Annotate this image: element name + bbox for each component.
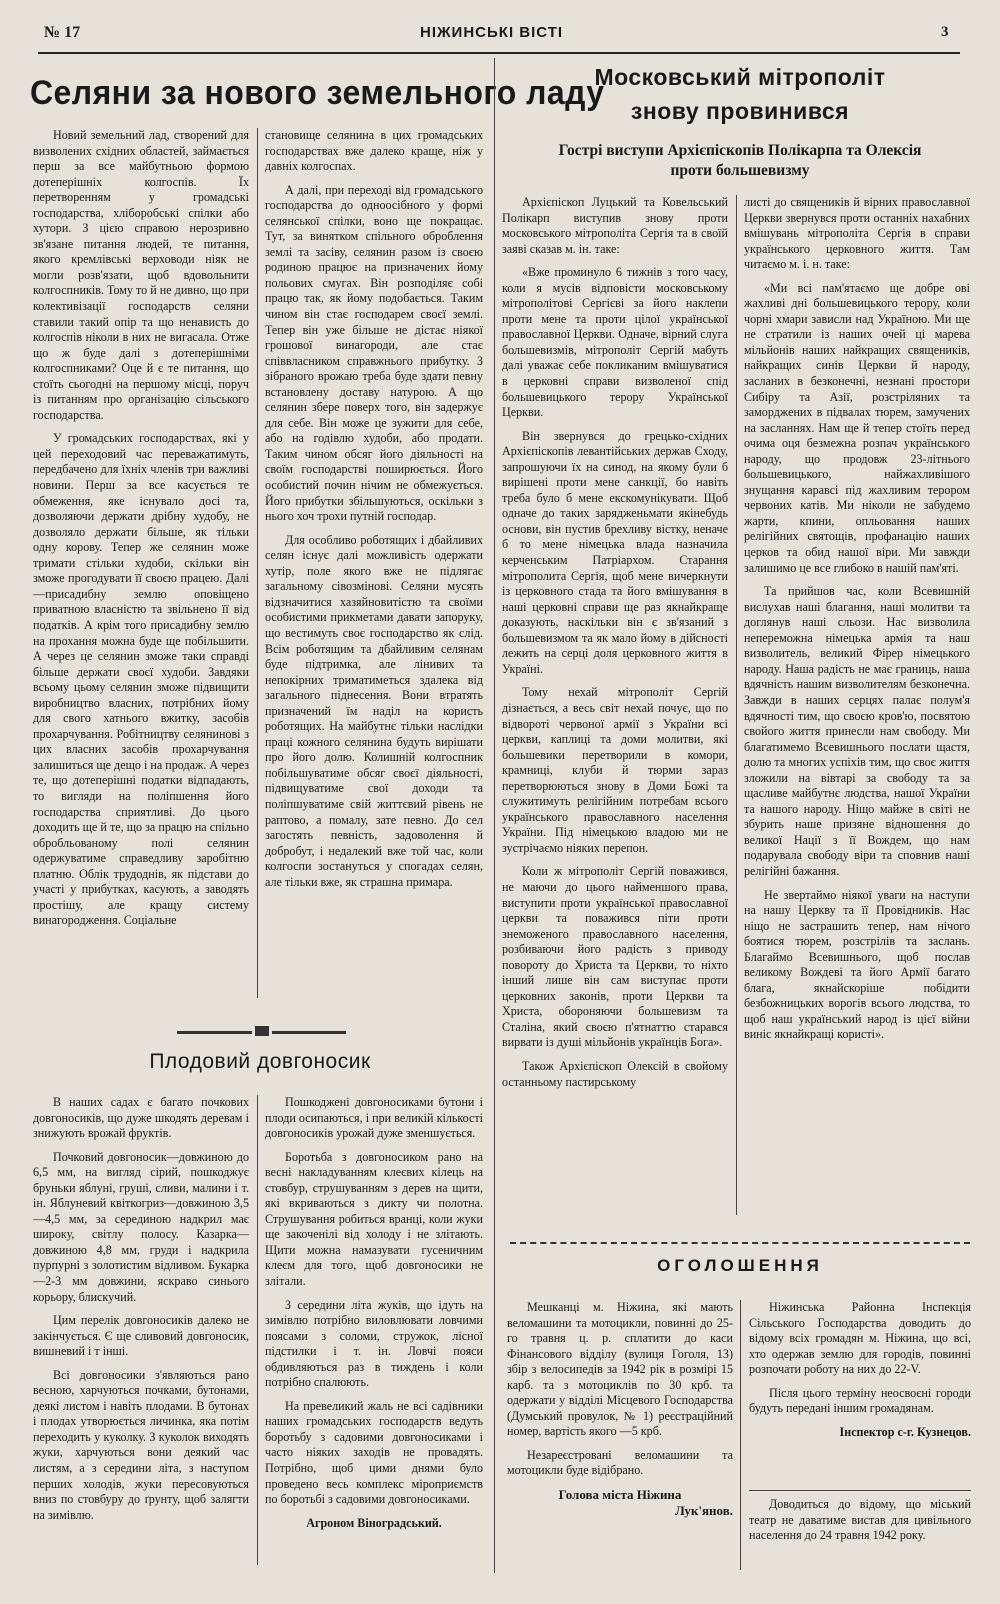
paragraph: Та прийшов час, коли Всевишній вислухав наші благання, наші молитви та доглянув наші сльози. Нас визволила непереможна німецька армія та наш визволитель, великий Фірер німецького народу. Наша радість не має границь, наша вдячність нашим визволителям безконечна. Завжди в наших серцях палає полум'я вдячності тим, що своєю кров'ю, посвятою свойого життя принесли нам свободу. Ми благатимемо Всевишнього послати щастя, долю та многих успіхів тим, що своє життя зложили на вівтарі за свободу та за щасливе майбутнє людства, нашої України та нашого народу. Ніщо майже в світі не збурить наше призяне відношення до великої Нації з її Вождем, що нам подарувала свободу віри та сповнив наші релігійні бажання. [744, 584, 970, 878]
paragraph: Ніжинська Районна Інспекція Сільського Господарства доводить до відому всіх громадян м. Ніжина, що всі, хто одержав землю для городів, повинні розпочати роботу на них до 22-V. [749, 1300, 971, 1377]
paragraph: Тому нехай мітрополіт Сергій дізнається, а весь світ нехай почує, що по відвороті червоної армії з України всі церкви, каплиці та доми молитви, які большевики перетворили в комори, крамниці, клуби й тюрми зараз перетворюються знову в Доми Божі та служитимуть релігійним потребам всього українського православного населення України. Під німецькою владою ми не зустрічаємо ніяких перепон. [502, 685, 728, 855]
section-rule [177, 1031, 252, 1034]
paragraph: Для особливо роботящих і дбайливих селян існує далі можливість одержати хутір, поле якого вже не підлягає загальному сівозмінові. Селяни мусять відзначитися хазяйновитістю та своїми особистими прикметами давати запоруку, що вестимуть своє господарство як слід. Всім роботящим та дбайливим селянам буде підтримка, але лінивих та непокірних триматиметься здалека від загального піднесення. Вони втратять призначений їм наділ на користь роботящих. На майбутнє тільки наслідки праці кожного селянина будуть вирішати про його долю. Колишній колгоспник побільшуватиме обсяг своєї діяльності, підвищуватиме свої доходи та поліпшуватиме свій життєвий рівень не раптово, а помалу, зате певно. До сел загостять певність, задоволення й добробут, і недалекий вже той час, коли колгоспи зостануться у спогадах селян, але тільки вже, як страшна примара. [265, 532, 483, 889]
paragraph: Коли ж мітрополіт Сергій поважився, не маючи до цього найменшого права, виступити проти української православної церкви та поважився піти проти знеможеного православного населення, розбиваючи його радість з приводу повороту до Христа та Церкви, то ніхто інший лише він сам виступає проти церковних законів, проти Церкви та Христа, обороняючи большевизм та Сталіна, який своєю п'ятнаттю старався вирвати із душі мільйонів українців Бога». [502, 864, 728, 1050]
article1-title: Селяни за нового земельного ладу [30, 74, 605, 112]
paragraph: Боротьба з довгоносиком рано на весні накладуванням клеєвих кілець на стовбур, струшуванням з дерев на щити, які вкриваються з дикту чи полотна. Струшування робиться вранці, коли жуки ще закоченілі від холоду і не злітають. Щити можна намазувати гусеничним клеєм для того, щоб довгоносики не злітали. [265, 1149, 483, 1289]
paragraph: А далі, при переході від громадського господарства до одноосібного у формі селянської спілки, воно ще покращає. Тут, за винятком спільного оброблення землі та засіву, селянин разом із своєю родиною працює на призначених йому польових смугах. Він розподіляє собі працю так, як йому подобається. Таким чином він стає господарем своєї землі. Тепер він уже більше не дістає ніякої грошової винагороди, але стає співвласником справжнього прибутку. З зібраного врожаю треба буде здати певну встановлену доставу натурою. А що селянин збере поверх того, він задержує для себе. Він може це зужити для себе, або на годівлю худоби, або продати. Таким чином обсяг його діяльності на своїм господарстві поширюється. Його особистий почин нічим не обмежується. Його прибутки збільшуються, оскільки з нього хоч трохи путній господар. [265, 182, 483, 524]
column-divider [736, 195, 737, 1215]
paragraph: Пошкоджені довгоносиками бутони і плоди осипаються, і при великій кількості довгоносиків урожай дуже зменшується. [265, 1095, 483, 1141]
article2-subtitle-line1: Гострі виступи Архієпіскопів Полікарпа та Олексія [558, 142, 922, 159]
paragraph: Новий земельний лад, створений для визволених східних областей, займається перш за все майбутньою формою дотеперішніх колгоспів. Їх перетворенням у громадські господарства, хліборобські спілки або хутори. З цією справою нерозривно зв'язане питання людей, те питання, якого кремлівські верховоди ніяк не могли розв'язати, щоб вдовольнити колгоспників. Тому то й не дивно, що при колективізації господарств селяни ставили такий опір та що ненависть до колгоспів ніколи в них не вигасала. Отже що ж буде далі з дотеперішніми колгоспниками? Оце й є те питання, що стоїть сьогодні на першому місці, поруч із питанням про організацію сільського господарства. [33, 128, 249, 422]
column-divider [257, 1095, 258, 1565]
paragraph: Почковий довгоносик—довжиною до 6,5 мм, на вигляд сірий, пошкоджує бруньки яблуні, груші, сливи, малини і т. ін. Яблуневий квіткогриз—довжиною 3,5—4,5 мм, за серединою надкрил має широку, світлу полосу. Казарка—довжиною 4,8 мм, груди і надкрила пурпурні з золотистим відливом. Букарка—2-3 мм довжини, яскраво синього корьору, блискучий. [33, 1149, 249, 1304]
paragraph: листі до священиків й вірних православної Церкви звернувся проти останніх нахабних вмішувань мітрополіта Сергія в справи українського церковного життя. Там читаємо м. і. н. таке: [744, 195, 970, 272]
announcement-signature-name: Лук'янов. [675, 1502, 733, 1518]
section-rule [272, 1031, 346, 1034]
paragraph: Незареєстровані веломашини та мотоцикли буде відібрано. [507, 1447, 733, 1478]
paragraph: Він звернувся до грецько-східних Архієпіскопів левантійських держав Сходу, запрошуючи їх на синод, на якому були б вирішені проти мене санкції, бо навіть треба було б мене екскомунікувати. Щоб одначе до таких зарядженьмати якінебудь основи, він пустив брехливу вістку, неначе б то мене німецька влада назначила керченським Патріархом. Старання мітрополита Сергія, щоб мене вичеркнути із церковного стада та його вмішування в наші церковні справи ще раз якнайкраще доказують, наскільки він є зв'язаний з большевизмом та як мало йому в дійсності лежить на серці доля церковного життя в Україні. [502, 428, 728, 676]
announcement-gardens [749, 1300, 971, 1470]
page-number: 3 [941, 24, 949, 40]
article3-signature: Агроном Віноградський. [306, 1515, 442, 1530]
announcement-divider [749, 1490, 971, 1491]
announcements-title: ОГОЛОШЕННЯ [657, 1256, 823, 1275]
paragraph: Мешканці м. Ніжина, які мають веломашини та мотоцикли, повинні до 25-го травня ц. р. сплатити до каси Фінансового відділу (вулиця Гоголя, 13) збір з велосипедів за 1942 рік в розмірі 15 карб. та з мотоциклів по 30 крб. та одержати у відділі Місцевого Господарства (Думський провулок, № 1) реєстраційний номер, вартість якого —5 крб. [507, 1300, 733, 1439]
paragraph: становище селянина в цих громадських господарствах вже далеко краще, ніж у давніх колгоспах. [265, 128, 483, 174]
issue-number: № 17 [44, 24, 81, 41]
paragraph: Після цього терміну неосвоєні городи будуть передані іншим громадянам. [749, 1385, 971, 1416]
newspaper-title: НІЖИНСЬКІ ВІСТІ [420, 24, 564, 41]
paragraph: Цим перелік довгоносиків далеко не закінчується. Є ще сливовий довгоносик, вишневий і т інші. [33, 1313, 249, 1359]
article3-title: Плодовий довгоносик [149, 1050, 371, 1073]
paragraph: У громадських господарствах, які у цей переходовий час переважатимуть, передбачено для їхніх членів три важливі новини. Перш за все касується те обмеження, яке існувало досі та, дозволяючи держати дрібну худобу, не дозволяло держати більше, як тільки одну корову. Тепер же селянин може тримати стільки худоби, скільки він зможе прогодувати її своєю працею. Далі—присадибну землю оповіщено приватною власністю та звільнено її від податків. А крім того присадибну землю на прохання можна буде ще побільшити. А через це селянин зможе таки справді більше держати своєї худоби. Завдяки всьому цьому селянин зможе підвищити виробництво власних, потрібних йому для свого хатнього вжитку, засобів прохарчування. Робітництву селянинові з цих власних засобів прохарчування залишиться ще дещо і на продаж. А через те, що дотеперішні податки відпадають, то вигляди на поліпшення його господарства сприятливі. До цього доходить ще й те, що за працю на спільно обробльованому полі селянин одержуватиме справедливу заробітню платню. Облік трудоднів, як підстави до участі у прибутках, касують, а заводять простішу, але кращу систему винагородження. Соціальне [33, 431, 249, 928]
header-rule [38, 52, 960, 54]
article2-column1 [502, 195, 728, 1225]
paragraph: Також Архієпіскоп Олексій в свойому останньому пастирському [502, 1058, 728, 1089]
announcements-rule [510, 1242, 970, 1244]
paragraph: З середини літа жуків, що ідуть на зимівлю потрібно виловлювати ловчими поясами з соломи, стружок, лісної підстилки і т. ін. Ловчі пояси обдивляються раз в тиждень і коли потрібно спалюють. [265, 1297, 483, 1390]
paragraph: Архієпіскоп Луцький та Ковельський Полікарп виступив знову проти московського мітрополіта Сергія та в своїй заяві сказав м. ін. таке: [502, 195, 728, 256]
paragraph: «Ми всі пам'ятаємо ще добре ові жахливі дні большевицького терору, коли чорні хмари зависли над Україною. Ми ще не стратили із наших очей ці марева мільйонів наших найкращих священиків, найкращих синів Церкви й народу, засланих в безконечні, незнані простори Сибіру та Азії, розстріляних та заморджених в підвалах тюрем, замучених на засланнях. Нам ще й тепер стоїть перед очима оця безмежна розпач українського народу, що продовж 23-літнього большевицького, найжахливішого знущання каравсі під жахливим терором червоних катів. Ми ніколи не забудемо жарти, кпини, опльовання наших релігійних святощів, профанацію наших церков та обид нашої віри. Ми завжди залишимо це все глибоко в нашій пам'яті. [744, 280, 970, 575]
page-divider [494, 58, 495, 1573]
announcement-inspector-signature: Інспектор с-г. Кузнецов. [839, 1424, 971, 1439]
article2-subtitle-line2: проти большевизму [670, 162, 810, 179]
article3-column2 [265, 1095, 483, 1573]
article2-title-line2: знову провинився [630, 98, 850, 124]
article1-column1 [33, 128, 249, 1008]
announcement-bicycles [507, 1300, 733, 1580]
announcement-signature-title: Голова міста Ніжина [558, 1487, 682, 1503]
paragraph: В наших садах є багато почкових довгоносиків, що дуже шкодять деревам і знижують врожай фруктів. [33, 1095, 249, 1141]
announcement-theatre [749, 1497, 971, 1575]
paragraph: Не звертаймо ніякої уваги на наступи на нашу Церкву та її Провідників. Нас ніщо не застрашить тепер, нам нічого боятися тюрем, розстрілів та заслань. Благаймо Всевишнього, щоб послав великому Вождеві та його Армії багато блага, якнайскоріше побідити безбожницьких ворогів всього людства, то щоб наш український народ із цієї війни виніс якнайкращі користі». [744, 887, 970, 1042]
paragraph: Доводиться до відому, що міський театр не даватиме вистав для цивільного населення до 24 травня 1942 року. [749, 1497, 971, 1543]
column-divider [257, 128, 258, 998]
column-divider [740, 1300, 741, 1570]
article1-column2 [265, 128, 483, 1008]
paragraph: Всі довгоносики з'являються рано весною, харчуються почками, бутонами, деякі листом і навіть плодами. В бутонах і плодах утворюється личинка, яка потім переходить у куколку. З куколок виходять жуки, харчуються вони деякий час листям, а з середини літа, з наступом перших холодів, жуки пересовуються вниз по стовбуру до ґрунту, щоб залягти на зимівлю. [33, 1367, 249, 1522]
article2-title-line1: Московський мітрополіт [594, 64, 886, 90]
paragraph: На превеликий жаль не всі садівники наших громадських господарств ведуть боротьбу з садовими довгоносиками і часто ніяких заходів не провадять. Потрібно, щоб цими днями було проведено весь комплекс міроприємств по боротьбі з садовими довгоносиками. [265, 1398, 483, 1507]
paragraph: «Вже проминуло 6 тижнів з того часу, коли я мусів відповісти московському мітрополітові Сергієві за його наклепи проти мене та проти цілої української православної Церкви. Одначе, вірний слуга большевизмів, мітрополіт Сергій мабуть далі уважає себе покликаним вмішуватися в церковні справи визволеної спід большевицького терору Української Церкви. [502, 265, 728, 420]
article3-column1 [33, 1095, 249, 1573]
ornament [255, 1026, 269, 1036]
article2-column2 [744, 195, 970, 1225]
